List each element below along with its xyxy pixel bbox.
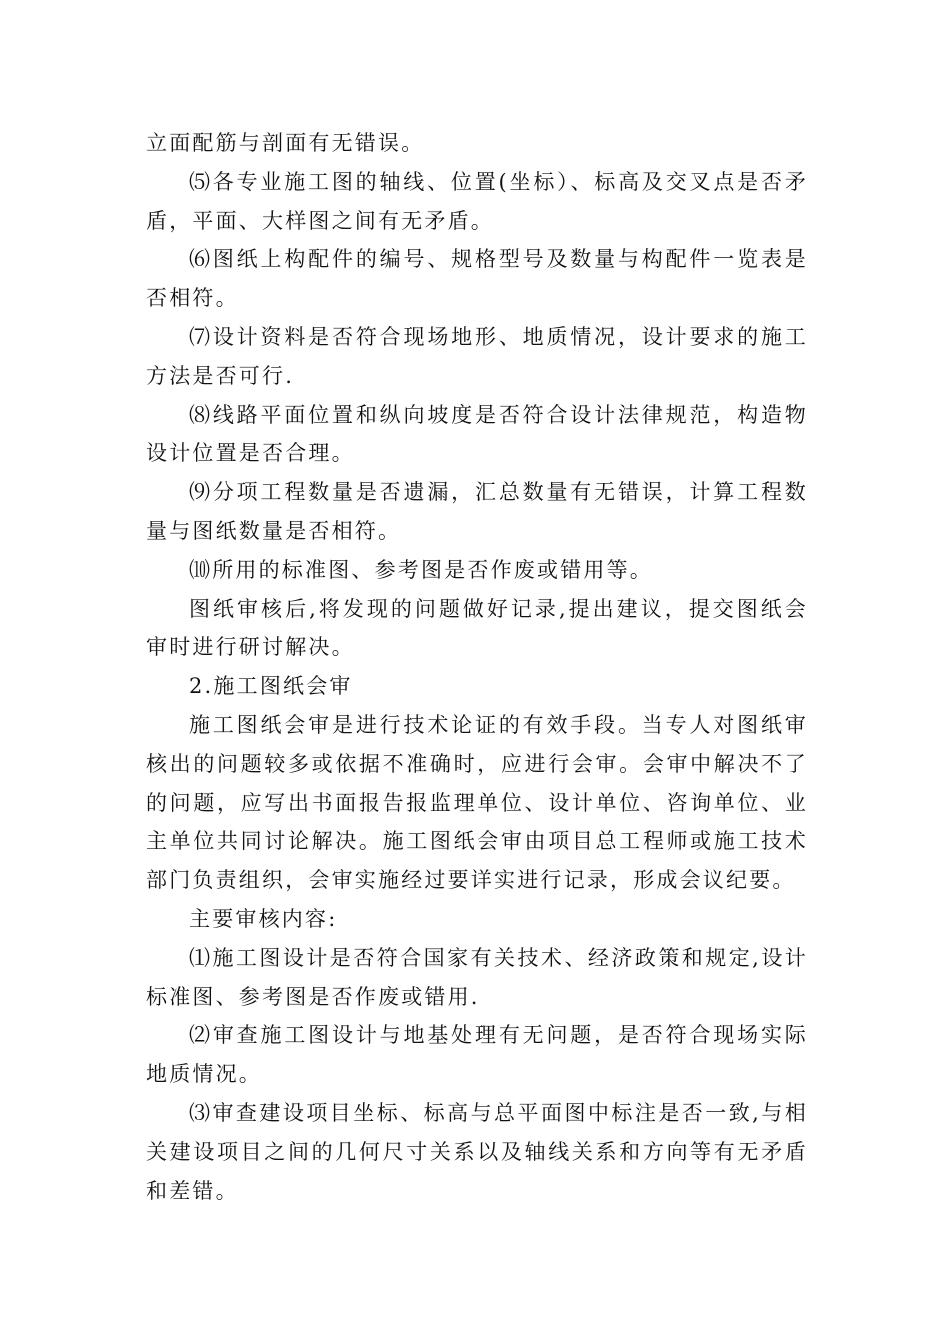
paragraph-item-8: ⑻线路平面位置和纵向坡度是否符合设计法律规范，构造物设计位置是否合理。 <box>146 402 808 466</box>
paragraph-content-item-1: ⑴施工图设计是否符合国家有关技术、经济政策和规定,设计标准图、参考图是否作废或错用. <box>146 945 808 1009</box>
paragraph-content-item-3: ⑶审查建设项目坐标、标高与总平面图中标注是否一致,与相关建设项目之间的几何尺寸关系以及轴线关系和方向等有无矛盾和差错。 <box>146 1100 808 1203</box>
paragraph-item-10: ⑽所用的标准图、参考图是否作废或错用等。 <box>189 557 653 582</box>
paragraph-item-5: ⑸各专业施工图的轴线、位置(坐标）、标高及交叉点是否矛盾，平面、大样图之间有无矛盾。 <box>146 169 808 233</box>
paragraph-joint-review: 施工图纸会审是进行技术论证的有效手段。当专人对图纸审核出的问题较多或依据不准确时，应进行会审。会审中解决不了的问题，应写出书面报告报监理单位、设计单位、咨询单位、业主单位共同讨论解决。施工图纸会审由项目总工程师或施工技术部门负责组织，会审实施经过要详实进行记录，形成会议纪要。 <box>146 712 808 893</box>
paragraph-continuation: 立面配筋与剖面有无错误。 <box>146 131 425 155</box>
document-body <box>146 124 808 1210</box>
section-heading: 2.施工图纸会审 <box>189 674 353 699</box>
paragraph-item-6: ⑹图纸上构配件的编号、规格型号及数量与构配件一览表是否相符。 <box>146 247 808 311</box>
paragraph-item-7: ⑺设计资料是否符合现场地形、地质情况，设计要求的施工方法是否可行. <box>146 324 808 388</box>
paragraph-content-item-2: ⑵审查施工图设计与地基处理有无问题，是否符合现场实际地质情况。 <box>146 1023 808 1087</box>
paragraph-item-9: ⑼分项工程数量是否遗漏，汇总数量有无错误，计算工程数量与图纸数量是否相符。 <box>146 480 808 543</box>
paragraph-main-content-heading: 主要审核内容: <box>189 906 338 931</box>
paragraph-review-note: 图纸审核后,将发现的问题做好记录,提出建议，提交图纸会审时进行研讨解决。 <box>146 596 808 660</box>
